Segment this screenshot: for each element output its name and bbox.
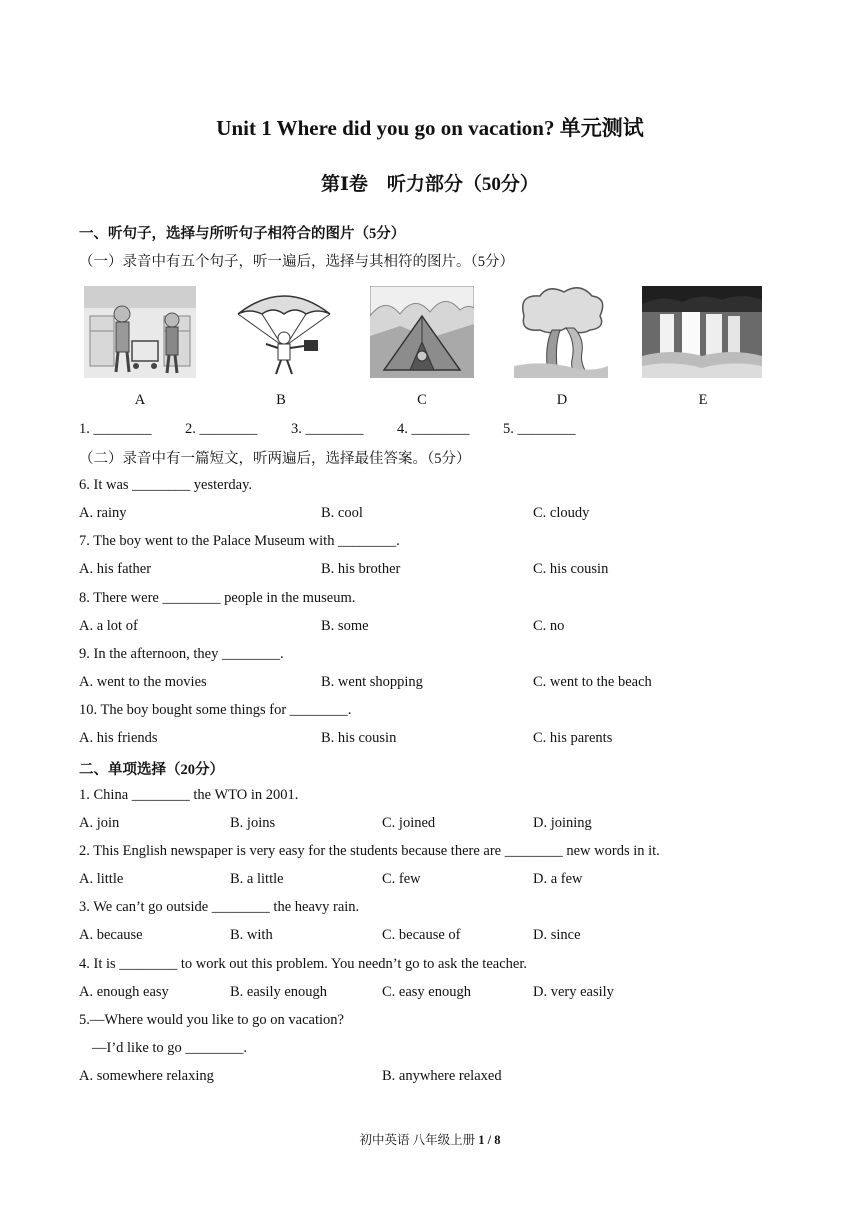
- picture-label-c: C: [417, 392, 427, 408]
- option-10c: C. his parents: [533, 730, 613, 746]
- mc-option-4d: D. very easily: [533, 984, 614, 1000]
- option-6c: C. cloudy: [533, 505, 590, 521]
- option-9a: A. went to the movies: [79, 674, 207, 690]
- answer-blank-5: 5. ________: [503, 421, 576, 437]
- page-footer: [0, 1130, 860, 1148]
- picture-label-d: D: [556, 392, 568, 408]
- waterfall-picture-icon: [642, 286, 762, 378]
- mc-option-2b: B. a little: [230, 871, 284, 887]
- question-10: 10. The boy bought some things for ________.: [79, 702, 352, 718]
- option-7c: C. his cousin: [533, 561, 609, 577]
- shopping-picture-icon: [84, 286, 196, 378]
- question-8: 8. There were ________ people in the museum.: [79, 590, 356, 606]
- mc-option-3a: A. because: [79, 927, 143, 943]
- mc-question-2: 2. This English newspaper is very easy for the students because there are ________ new words in it.: [79, 843, 660, 859]
- mc-option-1d: D. joining: [533, 815, 592, 831]
- mc-question-4: 4. It is ________ to work out this problem. You needn’t go to ask the teacher.: [79, 956, 527, 972]
- option-8c: C. no: [533, 618, 565, 634]
- mc-option-1b: B. joins: [230, 815, 276, 831]
- mc-option-5b: B. anywhere relaxed: [382, 1068, 502, 1084]
- section1-part2-instruction: （二）录音中有一篇短文，听两遍后，选择最佳答案。（5分）: [79, 451, 471, 467]
- tree-picture-icon: [514, 286, 608, 378]
- footer-text: 初中英语 八年级上册: [359, 1133, 479, 1147]
- mc-option-2c: C. few: [382, 871, 421, 887]
- option-9b: B. went shopping: [321, 674, 423, 690]
- section-paper-title: 第Ⅰ卷 听力部分（50分）: [321, 174, 539, 195]
- mc-option-2a: A. little: [79, 871, 124, 887]
- mc-option-3d: D. since: [533, 927, 581, 943]
- mc-question-5-reply: —I’d like to go ________.: [92, 1040, 248, 1056]
- option-6a: A. rainy: [79, 505, 127, 521]
- question-9: 9. In the afternoon, they ________.: [79, 646, 284, 662]
- parachute-picture-icon: [228, 286, 340, 378]
- option-9c: C. went to the beach: [533, 674, 652, 690]
- page-number: 1 / 8: [478, 1133, 501, 1147]
- question-6: 6. It was ________ yesterday.: [79, 477, 253, 493]
- mc-question-1: 1. China ________ the WTO in 2001.: [79, 787, 299, 803]
- option-8a: A. a lot of: [79, 618, 138, 634]
- answer-blank-3: 3. ________: [291, 421, 364, 437]
- section2-heading: 二、单项选择（20分）: [79, 762, 224, 778]
- option-10a: A. his friends: [79, 730, 158, 746]
- mc-option-3c: C. because of: [382, 927, 461, 943]
- picture-label-b: B: [276, 392, 286, 408]
- mc-question-3: 3. We can’t go outside ________ the heavy rain.: [79, 899, 360, 915]
- option-10b: B. his cousin: [321, 730, 397, 746]
- option-7b: B. his brother: [321, 561, 401, 577]
- mc-option-4b: B. easily enough: [230, 984, 328, 1000]
- answer-blank-4: 4. ________: [397, 421, 470, 437]
- section1-part1-instruction: （一）录音中有五个句子，听一遍后，选择与其相符的图片。（5分）: [79, 254, 514, 270]
- mc-option-4c: C. easy enough: [382, 984, 471, 1000]
- page-title: Unit 1 Where did you go on vacation? 单元测试: [216, 116, 644, 140]
- option-8b: B. some: [321, 618, 369, 634]
- answer-blank-1: 1. ________: [79, 421, 152, 437]
- option-7a: A. his father: [79, 561, 152, 577]
- mc-option-4a: A. enough easy: [79, 984, 169, 1000]
- answer-blank-2: 2. ________: [185, 421, 258, 437]
- picture-label-a: A: [134, 392, 146, 408]
- mc-question-5: 5.—Where would you like to go on vacation?: [79, 1012, 344, 1028]
- section1-heading: 一、听句子，选择与所听句子相符合的图片（5分）: [79, 226, 406, 242]
- question-7: 7. The boy went to the Palace Museum with ________.: [79, 533, 400, 549]
- picture-label-e: E: [698, 392, 708, 408]
- mc-option-3b: B. with: [230, 927, 273, 943]
- tent-picture-icon: [370, 286, 474, 378]
- option-6b: B. cool: [321, 505, 363, 521]
- mc-option-1c: C. joined: [382, 815, 436, 831]
- mc-option-5a: A. somewhere relaxing: [79, 1068, 214, 1084]
- mc-option-1a: A. join: [79, 815, 120, 831]
- mc-option-2d: D. a few: [533, 871, 583, 887]
